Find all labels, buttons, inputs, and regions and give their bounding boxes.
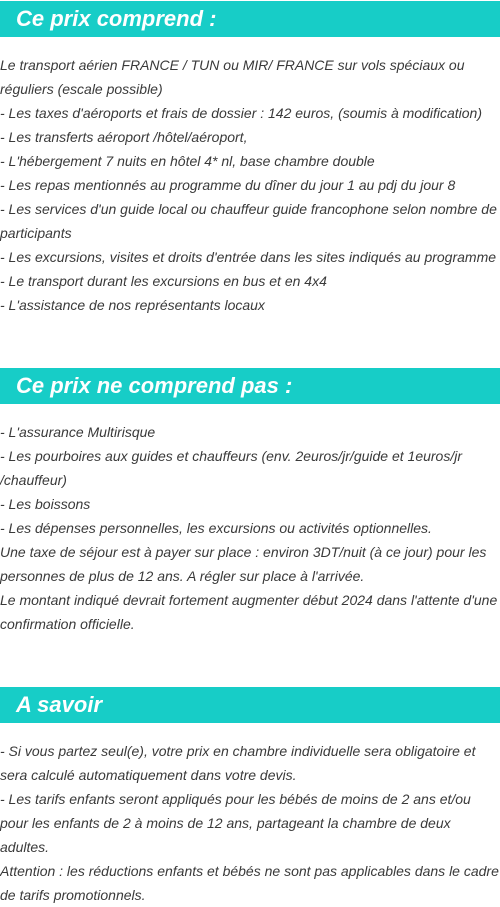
list-item: - L'assistance de nos représentants locaux	[0, 297, 265, 313]
paragraph: Attention : les réductions enfants et bébés ne sont pas applicables dans le cadre de tarifs promotionnels.	[0, 863, 499, 903]
list-item: - L'hébergement 7 nuits en hôtel 4* nl, base chambre double	[0, 153, 375, 169]
list-item: - Les repas mentionnés au programme du dîner du jour 1 au pdj du jour 8	[0, 177, 456, 193]
list-item: - Les boissons	[0, 496, 91, 512]
section-title-included: Ce prix comprend :	[0, 1, 500, 37]
paragraph: Le montant indiqué devrait fortement augmenter début 2024 dans l'attente d'une confirmation officielle.	[0, 592, 498, 632]
list-item: - Si vous partez seul(e), votre prix en chambre individuelle sera obligatoire et sera calculé automatiquement dans votre devis.	[0, 743, 476, 783]
section-body-not-included	[0, 420, 500, 636]
list-item: - Les tarifs enfants seront appliqués pour les bébés de moins de 2 ans et/ou pour les enfants de 2 à moins de 12 ans, partageant la chambre de deux adultes.	[0, 791, 471, 855]
list-item: - Les excursions, visites et droits d'entrée dans les sites indiqués au programme	[0, 249, 497, 265]
section-body-good-to-know	[0, 739, 500, 907]
list-item: - Le transport durant les excursions en bus et en 4x4	[0, 273, 327, 289]
section-title-not-included: Ce prix ne comprend pas :	[0, 368, 500, 404]
list-item: - Les transferts aéroport /hôtel/aéroport,	[0, 129, 248, 145]
paragraph: Une taxe de séjour est à payer sur place : environ 3DT/nuit (à ce jour) pour les personnes de plus de 12 ans. A régler sur place à l'arrivée.	[0, 544, 487, 584]
list-item: - L'assurance Multirisque	[0, 424, 156, 440]
list-item: - Les services d'un guide local ou chauffeur guide francophone selon nombre de participants	[0, 201, 497, 241]
section-body-included	[0, 53, 500, 317]
list-item: Le transport aérien FRANCE / TUN ou MIR/ FRANCE sur vols spéciaux ou réguliers (escale possible)	[0, 57, 465, 97]
list-item: - Les taxes d'aéroports et frais de dossier : 142 euros, (soumis à modification)	[0, 105, 483, 121]
list-item: - Les dépenses personnelles, les excursions ou activités optionnelles.	[0, 520, 432, 536]
section-title-good-to-know: A savoir	[0, 687, 500, 723]
list-item: - Les pourboires aux guides et chauffeurs (env. 2euros/jr/guide et 1euros/jr /chauffeur)	[0, 448, 462, 488]
